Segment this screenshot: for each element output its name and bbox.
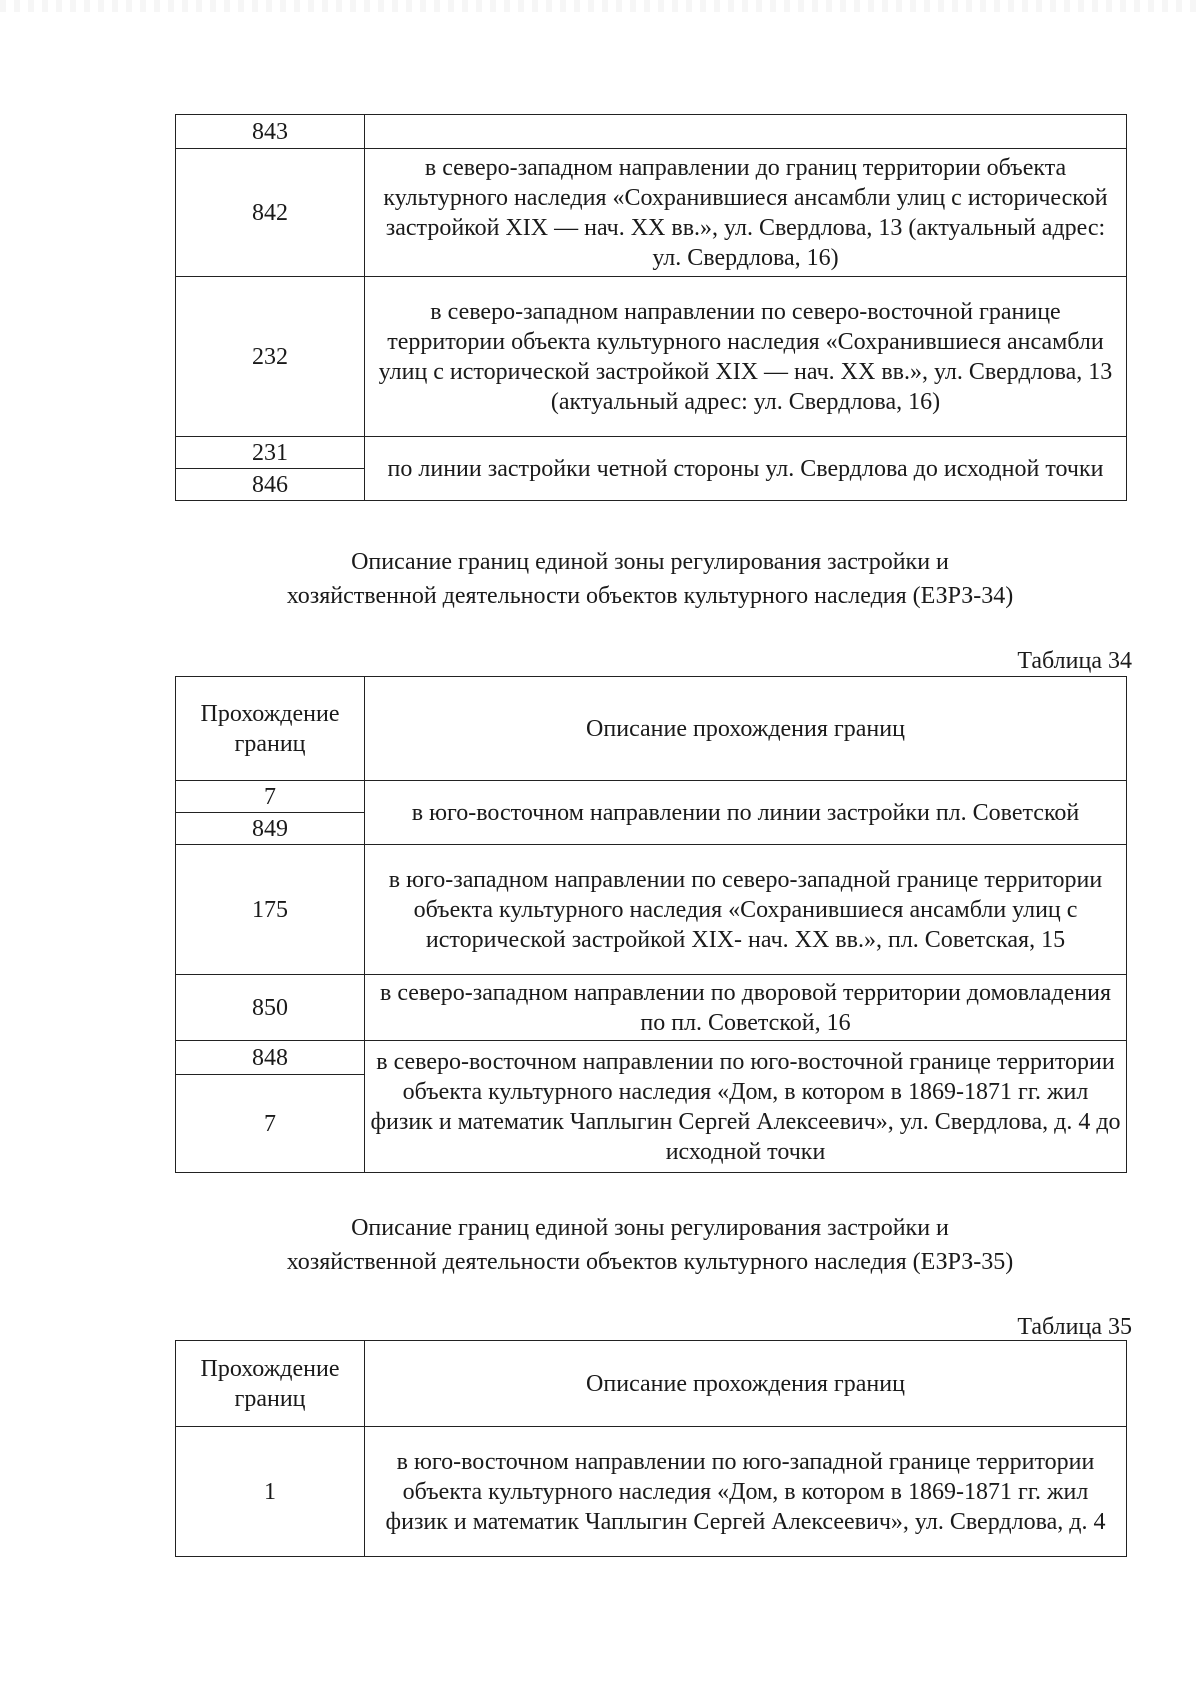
table-row — [176, 845, 1127, 975]
point-number: 843 — [176, 115, 365, 149]
point-number: 232 — [176, 277, 365, 437]
boundary-description: в северо-восточном направлении по юго-восточной границе территории объекта культурного наследия «Дом, в котором в 1869-1871 гг. жил физик и математик Чаплыгин Сергей Алексеевич», ул. Свердлова, д. 4 до исходной точки — [365, 1041, 1127, 1173]
boundary-table-35 — [175, 1340, 1127, 1557]
table-row — [176, 149, 1127, 277]
table-header-row — [176, 677, 1127, 781]
table-row — [176, 1427, 1127, 1557]
point-number: 7 — [176, 781, 365, 813]
point-number: 849 — [176, 813, 365, 845]
table-row — [176, 437, 1127, 469]
table-row — [176, 277, 1127, 437]
scan-edge-artifact — [0, 0, 1200, 12]
point-number: 846 — [176, 469, 365, 501]
boundary-description — [365, 115, 1127, 149]
boundary-table-continuation — [175, 114, 1127, 501]
column-header-passage: Прохождение границ — [176, 1341, 365, 1427]
table-row — [176, 115, 1127, 149]
boundary-description: в северо-западном направлении до границ территории объекта культурного наследия «Сохранившиеся ансамбли улиц с исторической застройкой XIX — нач. XX вв.», ул. Свердлова, 13 (актуальный адрес: ул. Свердлова, 16) — [365, 149, 1127, 277]
heading-line: Описание границ единой зоны регулирования застройки и — [351, 1215, 949, 1241]
point-number: 175 — [176, 845, 365, 975]
point-number: 848 — [176, 1041, 365, 1075]
column-header-description: Описание прохождения границ — [365, 677, 1127, 781]
point-number: 842 — [176, 149, 365, 277]
table-caption-34: Таблица 34 — [1017, 648, 1132, 674]
boundary-description: в юго-восточном направлении по линии застройки пл. Советской — [365, 781, 1127, 845]
table-row — [176, 1041, 1127, 1075]
section-heading-ezrz-34 — [170, 545, 1130, 613]
table-row — [176, 781, 1127, 813]
boundary-description: в северо-западном направлении по дворовой территории домовладения по пл. Советской, 16 — [365, 975, 1127, 1041]
point-number: 850 — [176, 975, 365, 1041]
point-number: 7 — [176, 1075, 365, 1173]
heading-line: хозяйственной деятельности объектов культурного наследия (ЕЗРЗ-35) — [286, 1249, 1014, 1275]
point-number: 231 — [176, 437, 365, 469]
column-header-passage: Прохождение границ — [176, 677, 365, 781]
table-caption-35: Таблица 35 — [1017, 1314, 1132, 1340]
table-header-row — [176, 1341, 1127, 1427]
boundary-description: в северо-западном направлении по северо-восточной границе территории объекта культурного наследия «Сохранившиеся ансамбли улиц с исторической застройкой XIX — нач. XX вв.», ул. Свердлова, 13 (актуальный адрес: ул. Свердлова, 16) — [365, 277, 1127, 437]
boundary-description: в юго-западном направлении по северо-западной границе территории объекта культурного наследия «Сохранившиеся ансамбли улиц с исторической застройкой XIX- нач. XX вв.», пл. Советская, 15 — [365, 845, 1127, 975]
heading-line: хозяйственной деятельности объектов культурного наследия (ЕЗРЗ-34) — [286, 583, 1014, 609]
point-number: 1 — [176, 1427, 365, 1557]
boundary-description: в юго-восточном направлении по юго-западной границе территории объекта культурного наследия «Дом, в котором в 1869-1871 гг. жил физик и математик Чаплыгин Сергей Алексеевич», ул. Свердлова, д. 4 — [365, 1427, 1127, 1557]
heading-line: Описание границ единой зоны регулирования застройки и — [351, 549, 949, 575]
column-header-description: Описание прохождения границ — [365, 1341, 1127, 1427]
table-row — [176, 975, 1127, 1041]
boundary-description: по линии застройки четной стороны ул. Свердлова до исходной точки — [365, 437, 1127, 501]
section-heading-ezrz-35 — [170, 1211, 1130, 1279]
boundary-table-34 — [175, 676, 1127, 1173]
